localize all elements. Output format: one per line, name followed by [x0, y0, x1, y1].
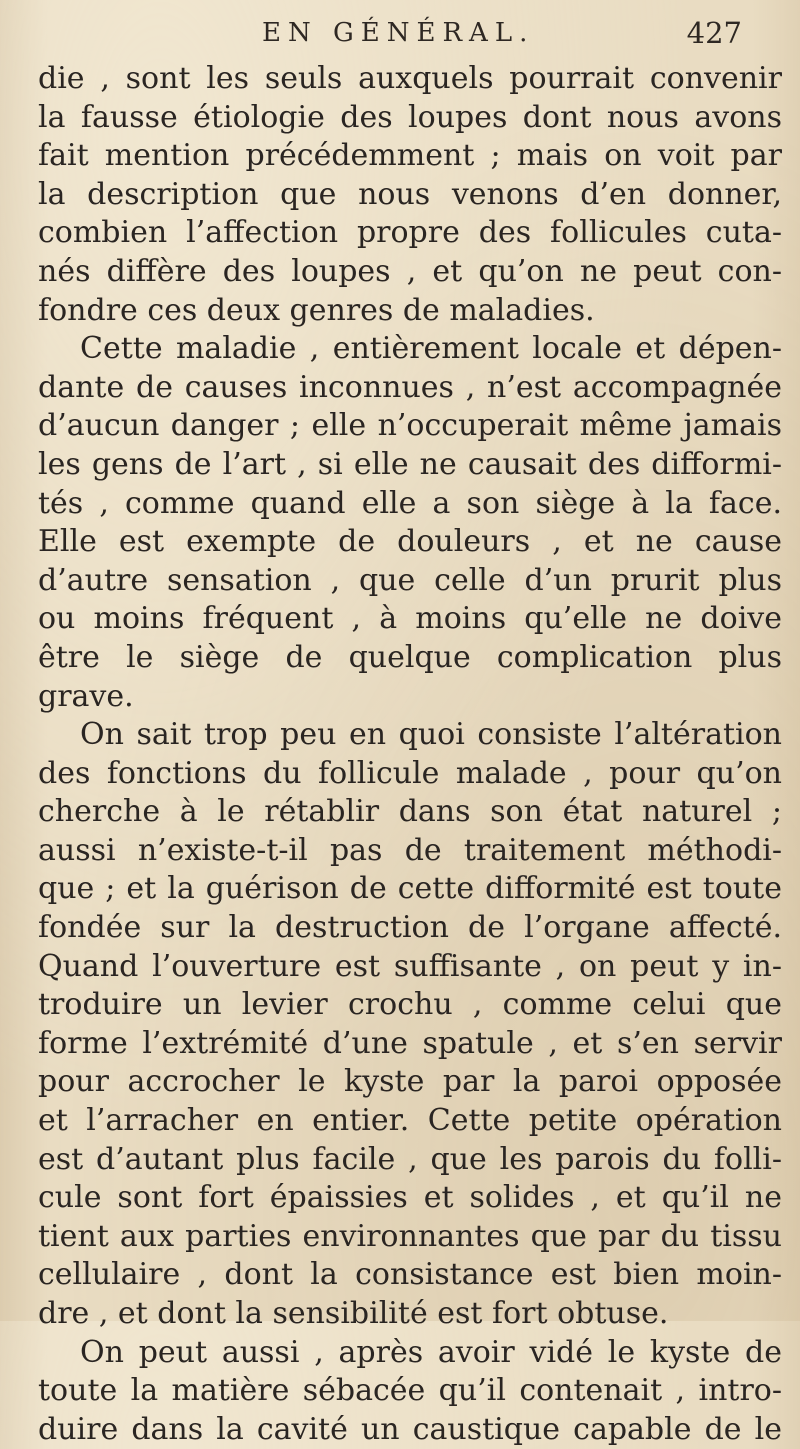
text-line: combien l’affection propre des follicules cuta- — [38, 215, 782, 251]
text-line: dante de causes inconnues , n’est accompagnée — [38, 369, 782, 405]
text-line: ou moins fréquent , à moins qu’elle ne doive — [38, 601, 782, 637]
text-line: d’aucun danger ; elle n’occuperait même jamais — [38, 408, 782, 444]
text-line: grave. — [38, 678, 134, 714]
text-line: des fonctions du follicule malade , pour qu’on — [38, 755, 782, 791]
text-line: troduire un levier crochu , comme celui que — [38, 987, 782, 1023]
running-head — [262, 14, 742, 58]
text-line: être le siège de quelque complication plus — [38, 639, 782, 675]
text-line: cellulaire , dont la consistance est bien moin- — [38, 1257, 782, 1293]
text-line: On peut aussi , après avoir vidé le kyste de — [80, 1334, 782, 1370]
text-line: tient aux parties environnantes que par du tissu — [38, 1218, 782, 1254]
text-line: la description que nous venons d’en donner, — [38, 176, 782, 212]
text-line: que ; et la guérison de cette difformité est toute — [38, 871, 782, 907]
text-line: est d’autant plus facile , que les parois du folli- — [38, 1141, 782, 1177]
text-line: fondée sur la destruction de l’organe affecté. — [38, 910, 782, 946]
text-line: die , sont les seuls auxquels pourrait convenir — [38, 61, 782, 96]
text-line: les gens de l’art , si elle ne causait des difformi- — [38, 446, 782, 482]
text-line: fait mention précédemment ; mais on voit par — [38, 138, 782, 174]
text-line: Elle est exempte de douleurs , et ne cause — [38, 524, 782, 560]
text-line: d’autre sensation , que celle d’un prurit plus — [38, 562, 782, 598]
text-line: On sait trop peu en quoi consiste l’altération — [80, 717, 782, 753]
text-line: aussi n’existe-t-il pas de traitement méthodi- — [38, 832, 782, 868]
page-number: 427 — [686, 16, 742, 50]
text-line: pour accrocher le kyste par la paroi opposée — [38, 1064, 782, 1100]
text-line: fondre ces deux genres de maladies. — [38, 292, 595, 328]
text-line: Cette maladie , entièrement locale et dépen- — [80, 331, 782, 367]
text-line: nés diffère des loupes , et qu’on ne peut con- — [38, 253, 782, 289]
text-line: et l’arracher en entier. Cette petite opération — [38, 1103, 782, 1139]
text-line: la fausse étiologie des loupes dont nous avons — [38, 99, 782, 135]
text-line: forme l’extrémité d’une spatule , et s’en servir — [38, 1025, 782, 1061]
text-line: dre , et dont la sensibilité est fort obtuse. — [38, 1296, 669, 1331]
text-line: cherche à le rétablir dans son état naturel ; — [38, 794, 782, 830]
body-text — [38, 60, 782, 1449]
text-line: Quand l’ouverture est suffisante , on peut y in- — [38, 948, 782, 984]
text-line: duire dans la cavité un caustique capable de le — [38, 1411, 782, 1447]
running-title: EN GÉNÉRAL. — [262, 18, 535, 48]
text-line: cule sont fort épaissies et solides , et qu’il ne — [38, 1180, 782, 1216]
text-line: toute la matière sébacée qu’il contenait , intro- — [38, 1373, 782, 1409]
text-line: tés , comme quand elle a son siège à la face. — [38, 485, 782, 521]
